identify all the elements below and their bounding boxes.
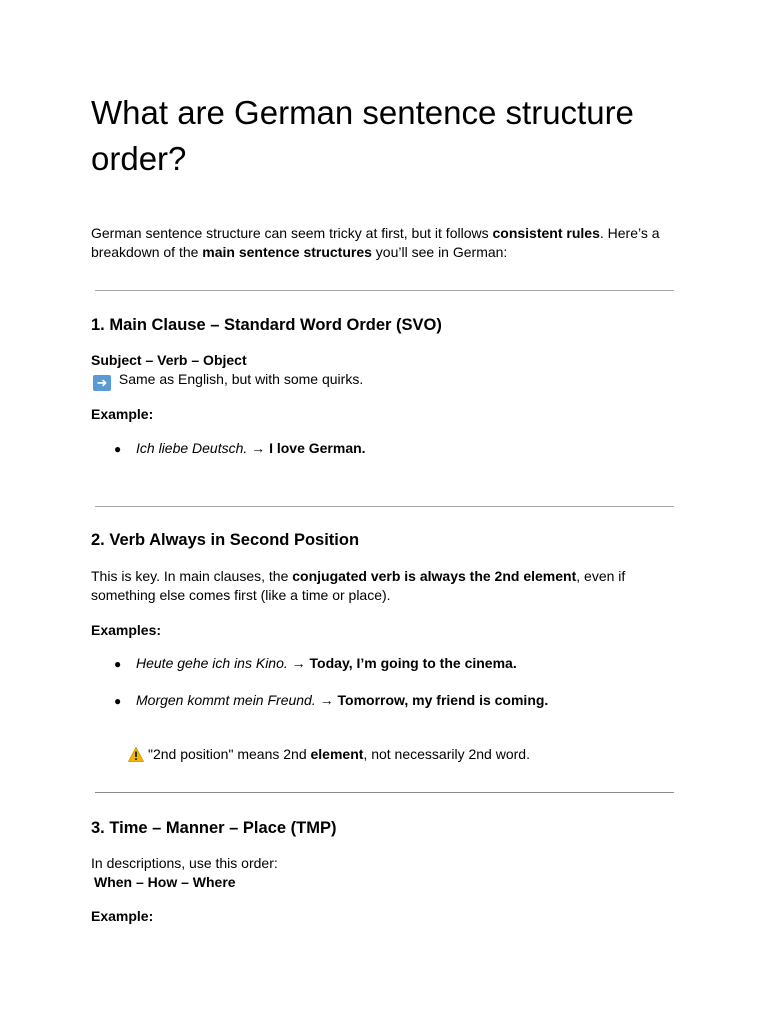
section-2-example-label: Examples: [91,622,162,638]
section-2-paragraph [91,567,681,605]
example-english: Tomorrow, my friend is coming. [337,692,549,708]
intro-bold-2: main sentence structures [202,244,372,260]
section-3-heading: 3. Time – Manner – Place (TMP) [91,819,337,837]
warning-icon [128,747,144,762]
section-2-text-1: This is key. In main clauses, the [91,568,293,584]
example-german: Heute gehe ich ins Kino. [136,655,288,671]
warning-text-1: "2nd position" means 2nd [148,746,311,762]
intro-text-1: German sentence structure can seem tricky at first, but it follows [91,225,493,241]
intro-paragraph [91,224,681,262]
example-german: Ich liebe Deutsch. [136,440,248,456]
divider [95,506,674,507]
section-3-example-label: Example: [91,908,154,924]
section-1-heading: 1. Main Clause – Standard Word Order (SVO) [91,316,442,334]
intro-text-2: . Here’s a breakdown of the [91,225,660,260]
intro-bold-1: consistent rules [492,225,600,241]
section-3-text: In descriptions, use this order: [91,855,278,871]
divider [95,290,674,291]
section-2-bold-1: conjugated verb is always the 2nd element [292,568,577,584]
right-arrow-icon: ➜ [93,375,111,391]
list-item [114,691,548,711]
example-arrow: → [247,440,270,456]
warning-text-2: , not necessarily 2nd word. [363,746,530,762]
bullet-icon: ● [114,694,122,708]
bullet-icon: ● [114,442,122,456]
section-2-text-2: , even if something else comes first (like a time or place). [91,568,626,603]
section-1-note [91,370,681,391]
section-3-pattern: When – How – Where [94,874,236,890]
list-item [114,439,366,459]
example-english: I love German. [269,440,366,456]
example-german: Morgen kommt mein Freund. [136,692,316,708]
section-1-note-text: Same as English, but with some quirks. [115,371,364,387]
section-2-heading: 2. Verb Always in Second Position [91,531,360,549]
example-english: Today, I’m going to the cinema. [309,655,517,671]
section-1-example-label: Example: [91,406,154,422]
page-title: What are German sentence structure order? [91,94,634,177]
list-item [114,654,517,674]
section-2-warning [128,745,688,764]
bullet-icon: ● [114,657,122,671]
section-1-pattern: Subject – Verb – Object [91,352,247,368]
example-arrow: → [315,692,338,708]
intro-text-3: you’ll see in German: [371,244,508,260]
example-arrow: → [287,655,310,671]
warning-bold-1: element [310,746,364,762]
divider [95,792,674,793]
